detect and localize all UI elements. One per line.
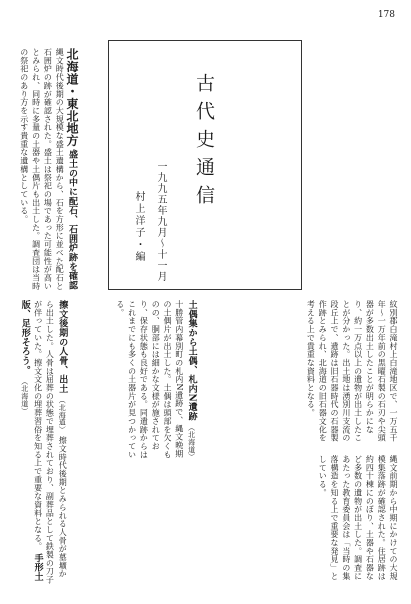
region-tag-2: （北海道） [20,377,29,415]
article-body: 縄文前期から中期にかけての大規模集落跡が確認された。住居跡は約四十棟にのぼり、土器や石器など多数の遺物が出土した。調査にあたった教育委員会は「当時の集落構造を知る上で重要な発見」としている。 [318,455,398,581]
editor-credit: 村上洋子・編 [133,191,144,263]
region-tag: （北海道） [187,423,196,461]
article-top-left [18,48,78,296]
article-body: 十勝管内幕別町の札内N遺跡で、縄文晩期の土偶片が出土した。土偶は頭部を欠くものの、胴部には細かな文様が施されており、保存状態も良好である。同遺跡からはこれまでにも多くの土器片が見つかっている。 [115,300,184,459]
region-tag: （北海道） [58,396,67,434]
article-headline: 土偶集から土偶、札内N遺跡 [186,300,197,421]
page-number: 178 [377,10,395,20]
article-bottom-left [18,300,68,585]
article-headline-2: 手形土版、足形そろう。 [19,300,43,582]
journal-title: 古代史通信 [193,73,215,213]
article-body: 紋別郡白滝村上白滝地区で、一万五千年～一万年前の黒曜石製の石刃や尖頭器が多数出土したことが明らかになり、約一万点以上の遺物が出土したことが分かった。出土地は湧別川支流の段丘上で、遺跡は旧石器時代の石器製作跡とみられ、北海道の旧石器文化を考える上で貴重な資料となる。 [306,300,398,442]
title-box [108,40,302,290]
article-body: 擦文時代後期とみられる人骨が墓壙から出土した。人骨は屈葬の状態で埋葬されており、副葬品として鉄製の刀子が伴っていた。擦文文化の埋葬習俗を知る上で重要な資料となる。 [33,300,68,584]
article-bottom-right [316,455,399,585]
article-headline: 盛土の中に配石、石囲炉跡を確認 [66,149,77,290]
date-range: 一九九五年九月～十一月 [155,161,166,282]
region-heading: 北海道・東北地方 [64,48,79,147]
article-body: 縄文時代後期の大規模な盛土遺構から、石を方形に並べた配石と石囲炉の跡が確認された。盛土は祭祀の場であった可能性が高いとみられ、同時に多量の土器や土偶片も出土した。調査団は当時の祭祀のあり方を示す貴重な遺構としている。 [19,48,65,291]
article-top-right [305,300,399,448]
article-bottom-mid [114,300,198,462]
article-headline: 擦文後期の人骨、出土 [57,300,68,394]
